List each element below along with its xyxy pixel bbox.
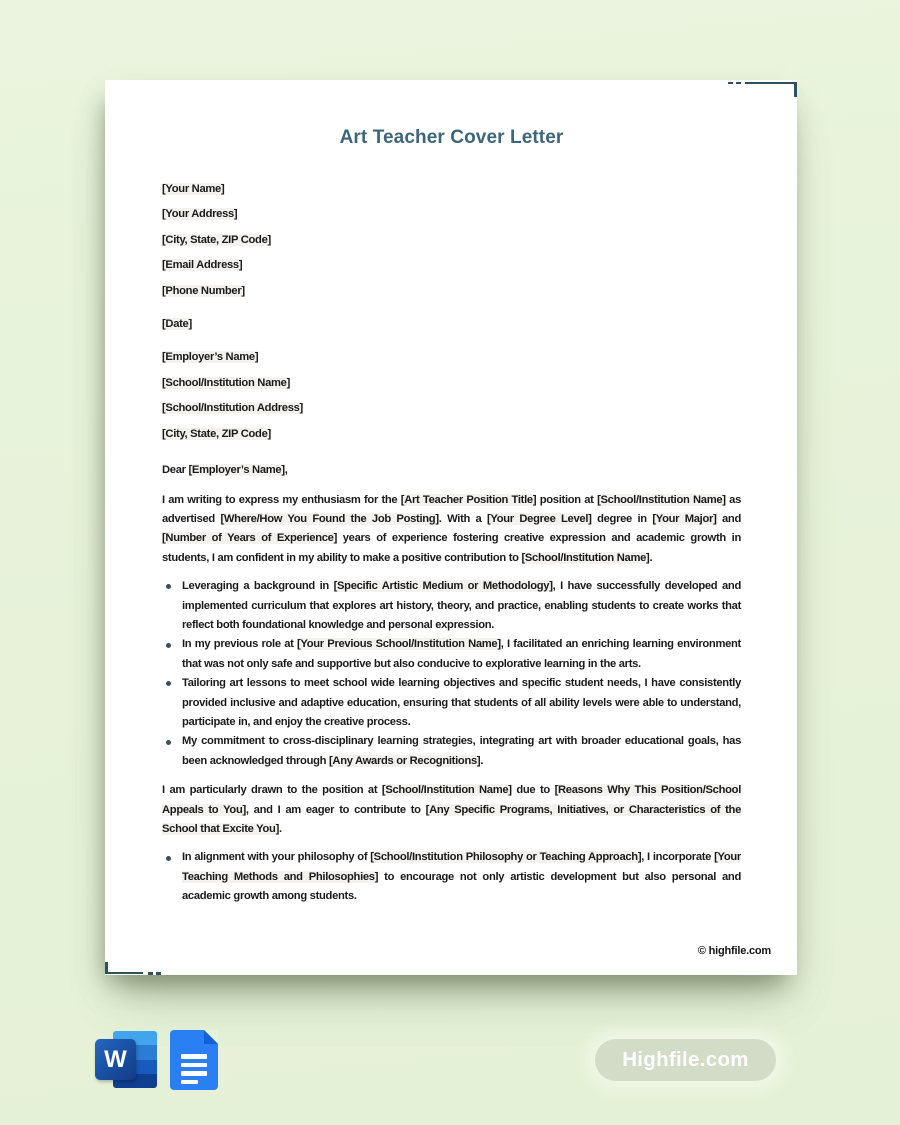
placeholder-field: [School/Institution Philosophy or Teaching Approach] — [370, 851, 642, 864]
document-page — [105, 80, 797, 975]
placeholder-field: [School/Institution Name] — [597, 493, 726, 506]
letter-text: , — [284, 464, 288, 477]
gdocs-text-line — [181, 1080, 198, 1085]
address-line — [162, 202, 741, 227]
ms-word-icon[interactable] — [95, 1030, 157, 1090]
letter-text: years of experience fostering creative expression and academic growth in students, I am confident in my ability to make a positive contribution to — [162, 532, 741, 564]
page-corner-mark-bottom-left — [105, 962, 143, 974]
recipient-address-block — [162, 345, 741, 447]
letter-text: , I facilitated an enriching learning environment that was not only safe and supportive but also conducive to explorative learning in the arts. — [182, 638, 741, 670]
placeholder-field: [Your Major] — [652, 512, 717, 525]
placeholder-field: [School/Institution Address] — [162, 402, 303, 415]
bullet-item — [182, 674, 741, 732]
letter-text: due to — [511, 784, 555, 797]
watermark-text: © highfile.com — [697, 945, 771, 957]
address-line — [162, 279, 741, 304]
bullet-item — [182, 577, 741, 635]
letter-text: My commitment to cross-disciplinary learning strategies, integrating art with broader educational goals, has been acknowledged through — [182, 735, 741, 767]
address-line — [162, 228, 741, 253]
gdocs-text-line — [181, 1054, 207, 1059]
placeholder-field: [Phone Number] — [162, 284, 245, 297]
address-line — [162, 177, 741, 202]
letter-text: I am particularly drawn to the position at — [162, 784, 382, 797]
letter-text: to encourage not only artistic development but also personal and academic growth among students. — [182, 870, 741, 903]
letter-text: . — [279, 823, 282, 836]
address-line — [162, 396, 741, 421]
placeholder-field: [School/Institution Name] — [521, 551, 650, 564]
sender-address-block — [162, 177, 741, 304]
address-line — [162, 253, 741, 278]
letter-content — [162, 80, 741, 907]
philosophy-bullet-list — [162, 848, 741, 906]
corner-dash — [156, 972, 161, 975]
placeholder-field: [Your Teaching Methods and Philosophies] — [182, 851, 741, 883]
salutation — [162, 461, 741, 481]
document-title: Art Teacher Cover Letter — [339, 127, 564, 148]
placeholder-field: [Specific Artistic Medium or Methodology] — [333, 580, 553, 593]
letter-text: Tailoring art lessons to meet school wide learning objectives and specific student needs, I have consistently provided inclusive and adaptive education, ensuring that students of all ability levels were able to understand, participate in, and enjoy the creative process. — [182, 677, 741, 729]
letter-text: In alignment with your philosophy of — [182, 851, 371, 864]
address-line — [162, 371, 741, 396]
address-line — [162, 345, 741, 370]
placeholder-field: [School/Institution Name] — [381, 784, 512, 797]
word-letter-tile: W — [95, 1039, 136, 1080]
placeholder-field: [Date] — [162, 318, 192, 331]
letter-text: , I incorporate — [641, 851, 715, 864]
placeholder-field: [Number of Years of Experience] — [162, 532, 338, 545]
placeholder-field: [School/Institution Name] — [162, 376, 290, 389]
intro-paragraph — [162, 491, 741, 569]
corner-dash — [148, 972, 153, 975]
page-corner-mark-top-right — [745, 82, 797, 97]
address-line — [162, 422, 741, 447]
bullet-item — [182, 848, 741, 906]
placeholder-field: [Any Specific Programs, Initiatives, or Characteristics of the School that Excite You] — [162, 803, 741, 836]
placeholder-field: [Your Degree Level] — [486, 512, 592, 525]
experience-bullet-list — [162, 577, 741, 771]
placeholder-field: [Art Teacher Position Title] — [400, 493, 537, 506]
letter-text: degree in — [591, 512, 653, 525]
gdocs-text-line — [181, 1063, 207, 1068]
placeholder-field: [Where/How You Found the Job Posting] — [220, 512, 439, 525]
placeholder-field: [City, State, ZIP Code] — [162, 427, 271, 440]
placeholder-field: [Reasons Why This Position/School Appeals to You] — [162, 784, 741, 816]
placeholder-field: [Your Name] — [162, 183, 225, 195]
date-block — [162, 312, 741, 337]
letter-text: . — [480, 754, 484, 767]
placeholder-field: [Email Address] — [162, 259, 243, 272]
placeholder-field: [City, State, ZIP Code] — [162, 233, 271, 246]
motivation-paragraph — [162, 781, 741, 839]
letter-text: . With a — [438, 512, 487, 525]
address-line — [162, 312, 741, 337]
letter-text: I am writing to express my enthusiasm for the — [162, 493, 401, 506]
google-docs-icon[interactable] — [170, 1030, 218, 1090]
letter-text: , and I am eager to contribute to — [245, 803, 426, 816]
bullet-item — [182, 635, 741, 674]
letter-text: as advertised — [162, 493, 741, 525]
placeholder-field: [Your Previous School/Institution Name] — [296, 638, 501, 651]
placeholder-field: [Employer’s Name] — [188, 464, 285, 477]
letter-text: Leveraging a background in — [182, 580, 334, 593]
highfile-brand-badge[interactable]: Highfile.com — [595, 1039, 776, 1081]
letter-text: , I have successfully developed and implemented curriculum that explores art history, theory, and practice, enabling students to create works that reflect both foundational knowledge and personal expression. — [182, 580, 741, 631]
placeholder-field: [Any Awards or Recognitions] — [328, 754, 481, 767]
placeholder-field: [Employer’s Name] — [162, 351, 259, 364]
letter-text: Dear — [162, 464, 189, 477]
letter-text: and — [716, 512, 742, 525]
letter-text: . — [649, 551, 653, 564]
letter-text: In my previous role at — [182, 638, 297, 651]
gdocs-text-line — [181, 1071, 207, 1076]
bullet-item — [182, 732, 741, 771]
placeholder-field: [Your Address] — [162, 208, 238, 221]
letter-text: position at — [536, 493, 598, 506]
